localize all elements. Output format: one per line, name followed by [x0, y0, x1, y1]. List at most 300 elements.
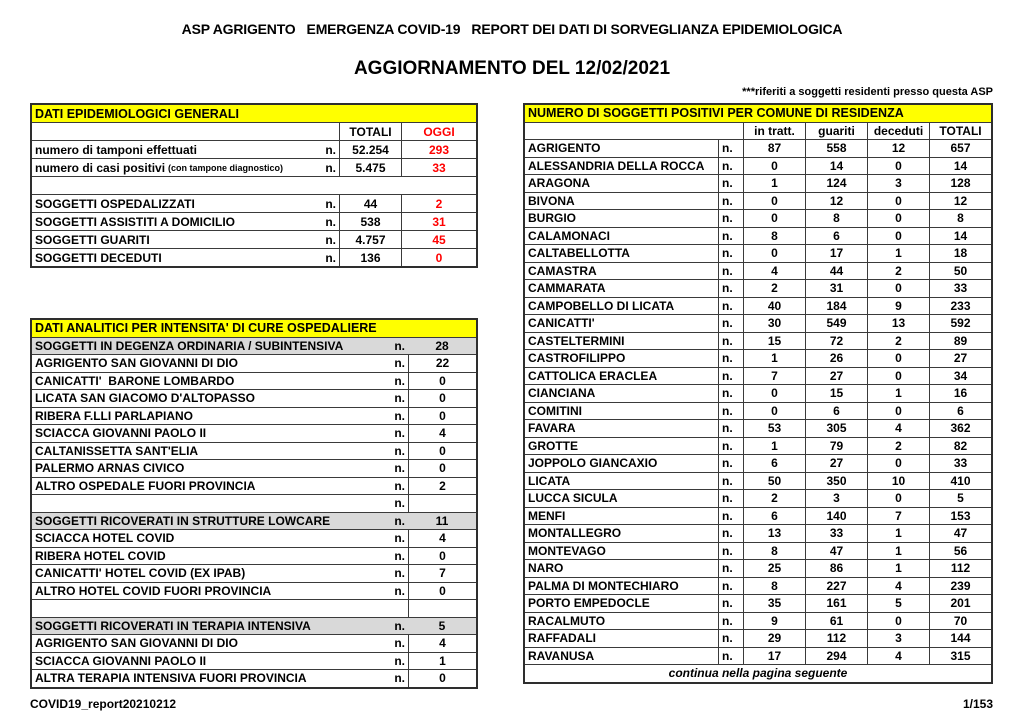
- in-tratt-value: 87: [743, 140, 805, 157]
- n-label: n.: [718, 490, 743, 507]
- residents-note: ***riferiti a soggetti residenti presso questa ASP: [742, 86, 993, 98]
- count-value: 0: [408, 373, 476, 390]
- row-label: [32, 565, 378, 582]
- row-label: [32, 618, 378, 635]
- guariti-value: 33: [805, 525, 867, 542]
- deceduti-value: 0: [867, 350, 929, 367]
- comune-name: GROTTE: [528, 438, 578, 453]
- totali-value: 5.475: [339, 159, 401, 176]
- table-row: [32, 599, 476, 617]
- guariti-value: 161: [805, 595, 867, 612]
- table-row: [525, 262, 991, 280]
- totali-value: 8: [929, 210, 991, 227]
- n-label: n.: [394, 548, 405, 563]
- n-label: n.: [394, 583, 405, 598]
- guariti-value: 549: [805, 315, 867, 332]
- table-row: [32, 230, 476, 248]
- row-label: [32, 425, 378, 442]
- deceduti-value: 4: [867, 648, 929, 665]
- row-label-text: SOGGETTI ASSISTITI A DOMICILIO: [35, 214, 236, 229]
- guariti-value: 14: [805, 158, 867, 175]
- totali-value: 47: [929, 525, 991, 542]
- totali-value: 657: [929, 140, 991, 157]
- deceduti-value: 3: [867, 175, 929, 192]
- count-value: 4: [408, 530, 476, 547]
- in-tratt-value: 2: [743, 280, 805, 297]
- comune-name: BURGIO: [528, 211, 576, 226]
- n-label: n.: [394, 531, 405, 546]
- general-table-body: [32, 140, 476, 266]
- guariti-value: 17: [805, 245, 867, 262]
- in-tratt-value: 0: [743, 158, 805, 175]
- row-label-text: SOGGETTI GUARITI: [35, 232, 150, 247]
- in-tratt-value: 0: [743, 403, 805, 420]
- guariti-value: 184: [805, 298, 867, 315]
- table-row: [525, 594, 991, 612]
- count-value: 0: [408, 460, 476, 477]
- totali-value: 201: [929, 595, 991, 612]
- in-tratt-value: 50: [743, 473, 805, 490]
- comune-name: CAMMARATA: [528, 281, 606, 296]
- row-label: [32, 141, 309, 158]
- n-label: n.: [325, 232, 336, 247]
- in-tratt-value: 1: [743, 175, 805, 192]
- n-label: n.: [394, 636, 405, 651]
- in-tratt-value: 2: [743, 490, 805, 507]
- deceduti-value: 4: [867, 420, 929, 437]
- row-label-text: SOGGETTI OSPEDALIZZATI: [35, 196, 195, 211]
- table-row: [525, 349, 991, 367]
- row-label-text: numero di casi positivi: [35, 160, 166, 175]
- guariti-value: 27: [805, 368, 867, 385]
- deceduti-value: 0: [867, 210, 929, 227]
- table-row: [525, 174, 991, 192]
- n-label: n.: [718, 543, 743, 560]
- deceduti-value: 0: [867, 158, 929, 175]
- general-table-title: DATI EPIDEMIOLOGICI GENERALI: [35, 106, 239, 121]
- guariti-value: 61: [805, 613, 867, 630]
- row-label: [32, 583, 378, 600]
- totali-value: 14: [929, 228, 991, 245]
- n-label: n.: [394, 461, 405, 476]
- general-data-table: [30, 103, 478, 268]
- row-label: [32, 670, 378, 687]
- comuni-table-title: NUMERO DI SOGGETTI POSITIVI PER COMUNE DI RESIDENZA: [528, 106, 904, 121]
- row-label: [32, 249, 309, 266]
- n-label: n.: [718, 140, 743, 157]
- row-label: [32, 495, 378, 512]
- in-tratt-value: 0: [743, 193, 805, 210]
- row-label-note: (con tampone diagnostico): [168, 162, 284, 173]
- comune-name: MONTEVAGO: [528, 543, 606, 558]
- table-row: [32, 582, 476, 600]
- table-row: [32, 354, 476, 372]
- row-label-text: ALTRO OSPEDALE FUORI PROVINCIA: [35, 478, 256, 493]
- guariti-value: 26: [805, 350, 867, 367]
- totali-value: 233: [929, 298, 991, 315]
- table-row: [32, 459, 476, 477]
- column-header-guariti: guariti: [805, 123, 867, 140]
- deceduti-value: 1: [867, 525, 929, 542]
- table-row: [525, 489, 991, 507]
- row-label: [32, 338, 378, 355]
- table-row: [525, 559, 991, 577]
- in-tratt-value: 25: [743, 560, 805, 577]
- row-label: [32, 213, 309, 230]
- totali-value: 362: [929, 420, 991, 437]
- header-spacer: [32, 123, 339, 140]
- n-label: n.: [718, 525, 743, 542]
- comune-name: CALTABELLOTTA: [528, 246, 630, 261]
- hospital-care-table: [30, 318, 478, 689]
- row-label: [32, 635, 378, 652]
- comune-name: CATTOLICA ERACLEA: [528, 368, 658, 383]
- row-label-text: ALTRA TERAPIA INTENSIVA FUORI PROVINCIA: [35, 671, 307, 686]
- totali-value: 34: [929, 368, 991, 385]
- row-label-text: SCIACCA GIOVANNI PAOLO II: [35, 653, 207, 668]
- comune-name: PORTO EMPEDOCLE: [528, 596, 650, 611]
- n-label: n.: [394, 513, 405, 528]
- comune-name: CASTELTERMINI: [528, 333, 625, 348]
- comuni-table-footer-row: [525, 664, 991, 682]
- totali-value: 6: [929, 403, 991, 420]
- n-label: n.: [718, 210, 743, 227]
- in-tratt-value: 4: [743, 263, 805, 280]
- comuni-table-body: [525, 139, 991, 664]
- table-row: [32, 389, 476, 407]
- count-value: 0: [408, 408, 476, 425]
- comune-name: CAMASTRA: [528, 263, 597, 278]
- table-row: [525, 437, 991, 455]
- comune-name: AGRIGENTO: [528, 141, 601, 156]
- deceduti-value: 0: [867, 403, 929, 420]
- totali-value: 56: [929, 543, 991, 560]
- page-number: 1/153: [962, 697, 993, 711]
- row-label: [32, 231, 309, 248]
- guariti-value: 3: [805, 490, 867, 507]
- table-row: [32, 407, 476, 425]
- n-label: n.: [718, 613, 743, 630]
- row-label: [32, 478, 378, 495]
- deceduti-value: 0: [867, 368, 929, 385]
- n-label: n.: [718, 175, 743, 192]
- row-label: [32, 355, 378, 372]
- in-tratt-value: 1: [743, 350, 805, 367]
- row-label-text: SOGGETTI RICOVERATI IN TERAPIA INTENSIVA: [35, 618, 311, 633]
- totali-value: 52.254: [339, 141, 401, 158]
- totali-value: 4.757: [339, 231, 401, 248]
- in-tratt-value: 0: [743, 245, 805, 262]
- guariti-value: 140: [805, 508, 867, 525]
- totali-value: [339, 177, 401, 194]
- table-row: [525, 157, 991, 175]
- oggi-value: 2: [401, 195, 476, 212]
- table-row: [525, 577, 991, 595]
- row-label-text: CALTANISSETTA SANT'ELIA: [35, 443, 199, 458]
- column-header-deceduti: deceduti: [867, 123, 929, 140]
- totali-value: 153: [929, 508, 991, 525]
- general-table-header-row: [32, 122, 476, 140]
- in-tratt-value: 1: [743, 438, 805, 455]
- row-label-text: SCIACCA HOTEL COVID: [35, 531, 175, 546]
- deceduti-value: 10: [867, 473, 929, 490]
- comune-name: MONTALLEGRO: [528, 526, 622, 541]
- n-label: n.: [394, 671, 405, 686]
- n-label: n.: [718, 350, 743, 367]
- in-tratt-value: 13: [743, 525, 805, 542]
- row-label-text: AGRIGENTO SAN GIOVANNI DI DIO: [35, 356, 238, 371]
- table-row: [32, 140, 476, 158]
- table-row: [525, 314, 991, 332]
- comune-name: BIVONA: [528, 193, 575, 208]
- totali-value: 144: [929, 630, 991, 647]
- row-label: [32, 195, 309, 212]
- row-label-text: RIBERA HOTEL COVID: [35, 548, 166, 563]
- n-label: n.: [718, 385, 743, 402]
- n-label: n.: [325, 214, 336, 229]
- oggi-value: 45: [401, 231, 476, 248]
- n-label: n.: [325, 196, 336, 211]
- guariti-value: 6: [805, 403, 867, 420]
- n-label: n.: [394, 618, 405, 633]
- row-label-text: ALTRO HOTEL COVID FUORI PROVINCIA: [35, 583, 272, 598]
- totali-value: 33: [929, 455, 991, 472]
- n-label: n.: [394, 653, 405, 668]
- row-label-text: RIBERA F.LLI PARLAPIANO: [35, 408, 193, 423]
- n-label: n.: [394, 356, 405, 371]
- comune-name: ALESSANDRIA DELLA ROCCA: [528, 158, 705, 173]
- deceduti-value: 0: [867, 613, 929, 630]
- totali-value: 128: [929, 175, 991, 192]
- guariti-value: 227: [805, 578, 867, 595]
- comune-name: RAFFADALI: [528, 631, 596, 646]
- column-header-oggi: OGGI: [401, 123, 476, 140]
- row-label: [32, 460, 378, 477]
- row-label-text: PALERMO ARNAS CIVICO: [35, 461, 185, 476]
- table-row: [525, 227, 991, 245]
- comune-name: ARAGONA: [528, 176, 590, 191]
- n-label: n.: [394, 338, 405, 353]
- table-row: [525, 629, 991, 647]
- guariti-value: 44: [805, 263, 867, 280]
- n-label: n.: [394, 496, 405, 511]
- guariti-value: 6: [805, 228, 867, 245]
- deceduti-value: 1: [867, 385, 929, 402]
- table-row: [32, 564, 476, 582]
- totali-value: 315: [929, 648, 991, 665]
- table-row: [525, 332, 991, 350]
- table-row: [525, 647, 991, 665]
- row-label: [32, 443, 378, 460]
- hospital-table-title-row: [32, 320, 476, 337]
- row-label-text: SOGGETTI IN DEGENZA ORDINARIA / SUBINTENSIVA: [35, 338, 344, 353]
- count-value: 0: [408, 390, 476, 407]
- table-row: [525, 209, 991, 227]
- totali-value: 33: [929, 280, 991, 297]
- deceduti-value: 5: [867, 595, 929, 612]
- comune-name: NARO: [528, 561, 564, 576]
- totali-value: 27: [929, 350, 991, 367]
- deceduti-value: 0: [867, 280, 929, 297]
- guariti-value: 124: [805, 175, 867, 192]
- totali-value: 538: [339, 213, 401, 230]
- n-label: n.: [718, 315, 743, 332]
- guariti-value: 79: [805, 438, 867, 455]
- deceduti-value: 2: [867, 438, 929, 455]
- comuni-table-header-row: [525, 122, 991, 140]
- count-value: 2: [408, 478, 476, 495]
- deceduti-value: 0: [867, 193, 929, 210]
- n-label: n.: [718, 438, 743, 455]
- table-row: [525, 384, 991, 402]
- row-label: [32, 177, 309, 194]
- deceduti-value: 1: [867, 245, 929, 262]
- n-label: n.: [718, 560, 743, 577]
- hospital-table-title: DATI ANALITICI PER INTENSITA' DI CURE OSPEDALIERE: [35, 321, 377, 336]
- guariti-value: 112: [805, 630, 867, 647]
- in-tratt-value: 6: [743, 508, 805, 525]
- count-value: 0: [408, 583, 476, 600]
- guariti-value: 27: [805, 455, 867, 472]
- comune-name: LUCCA SICULA: [528, 491, 618, 506]
- row-label: [32, 408, 378, 425]
- comune-name: PALMA DI MONTECHIARO: [528, 578, 679, 593]
- in-tratt-value: 9: [743, 613, 805, 630]
- n-label: n.: [718, 578, 743, 595]
- row-label: [32, 548, 378, 565]
- row-label: [32, 159, 309, 176]
- table-row: [525, 244, 991, 262]
- oggi-value: 33: [401, 159, 476, 176]
- general-table-title-row: [32, 105, 476, 122]
- table-row: [525, 367, 991, 385]
- row-label-text: numero di tamponi effettuati: [35, 142, 197, 157]
- comuni-positives-table: [523, 103, 993, 684]
- table-row: [32, 617, 476, 635]
- totali-value: 410: [929, 473, 991, 490]
- row-label: [32, 373, 378, 390]
- in-tratt-value: 0: [743, 210, 805, 227]
- n-label: n.: [394, 566, 405, 581]
- count-value: 0: [408, 548, 476, 565]
- table-row: [32, 634, 476, 652]
- count-value: 0: [408, 670, 476, 687]
- row-label-text: SCIACCA GIOVANNI PAOLO II: [35, 426, 207, 441]
- guariti-value: 350: [805, 473, 867, 490]
- n-label: n.: [718, 508, 743, 525]
- totali-value: 82: [929, 438, 991, 455]
- n-label: [309, 177, 339, 194]
- table-row: [32, 424, 476, 442]
- guariti-value: 72: [805, 333, 867, 350]
- n-label: n.: [718, 420, 743, 437]
- oggi-value: 0: [401, 249, 476, 266]
- totali-value: 5: [929, 490, 991, 507]
- guariti-value: 86: [805, 560, 867, 577]
- in-tratt-value: 29: [743, 630, 805, 647]
- n-label: n.: [718, 280, 743, 297]
- table-row: [525, 524, 991, 542]
- table-row: [32, 652, 476, 670]
- totali-value: 239: [929, 578, 991, 595]
- in-tratt-value: 6: [743, 455, 805, 472]
- table-row: [32, 669, 476, 687]
- hospital-table-body: [32, 337, 476, 687]
- count-value: 4: [408, 635, 476, 652]
- comune-name: CASTROFILIPPO: [528, 351, 626, 366]
- deceduti-value: 13: [867, 315, 929, 332]
- in-tratt-value: 8: [743, 578, 805, 595]
- comuni-table-title-row: [525, 105, 991, 122]
- guariti-value: 558: [805, 140, 867, 157]
- row-label-text: AGRIGENTO SAN GIOVANNI DI DIO: [35, 636, 238, 651]
- count-value: [408, 600, 476, 617]
- in-tratt-value: 17: [743, 648, 805, 665]
- n-label: n.: [394, 478, 405, 493]
- in-tratt-value: 40: [743, 298, 805, 315]
- continuation-note: continua nella pagina seguente: [668, 666, 848, 681]
- n-label: n.: [718, 333, 743, 350]
- column-header-in-tratt: in tratt.: [743, 123, 805, 140]
- count-value: 28: [435, 338, 449, 353]
- totali-value: 14: [929, 158, 991, 175]
- totali-value: 592: [929, 315, 991, 332]
- n-label: n.: [718, 403, 743, 420]
- deceduti-value: 4: [867, 578, 929, 595]
- deceduti-value: 0: [867, 228, 929, 245]
- deceduti-value: 2: [867, 333, 929, 350]
- count-value: 5: [438, 618, 446, 633]
- count-value: 11: [435, 513, 449, 528]
- guariti-value: 31: [805, 280, 867, 297]
- n-label: n.: [718, 298, 743, 315]
- table-row: [32, 494, 476, 512]
- comune-name: CIANCIANA: [528, 386, 596, 401]
- n-label: n.: [718, 595, 743, 612]
- table-row: [525, 612, 991, 630]
- count-value: 22: [408, 355, 476, 372]
- row-label: [32, 530, 378, 547]
- guariti-value: 12: [805, 193, 867, 210]
- guariti-value: 305: [805, 420, 867, 437]
- n-label: n.: [718, 630, 743, 647]
- in-tratt-value: 7: [743, 368, 805, 385]
- row-label-text: LICATA SAN GIACOMO D'ALTOPASSO: [35, 391, 255, 406]
- comune-name: MENFI: [528, 508, 566, 523]
- totali-value: 70: [929, 613, 991, 630]
- table-row: [32, 547, 476, 565]
- oggi-value: [401, 177, 476, 194]
- oggi-value: 31: [401, 213, 476, 230]
- deceduti-value: 12: [867, 140, 929, 157]
- n-label: n.: [718, 158, 743, 175]
- table-row: [525, 419, 991, 437]
- totali-value: 50: [929, 263, 991, 280]
- totali-value: 89: [929, 333, 991, 350]
- count-value: 0: [408, 443, 476, 460]
- n-label: n.: [718, 263, 743, 280]
- count-value: [408, 495, 476, 512]
- deceduti-value: 1: [867, 543, 929, 560]
- n-label: n.: [718, 473, 743, 490]
- n-label: n.: [325, 250, 336, 265]
- n-label: n.: [394, 443, 405, 458]
- n-label: n.: [394, 426, 405, 441]
- comune-name: JOPPOLO GIANCAXIO: [528, 456, 658, 471]
- guariti-value: 15: [805, 385, 867, 402]
- n-label: n.: [325, 160, 336, 175]
- update-date-title: AGGIORNAMENTO DEL 12/02/2021: [353, 58, 671, 79]
